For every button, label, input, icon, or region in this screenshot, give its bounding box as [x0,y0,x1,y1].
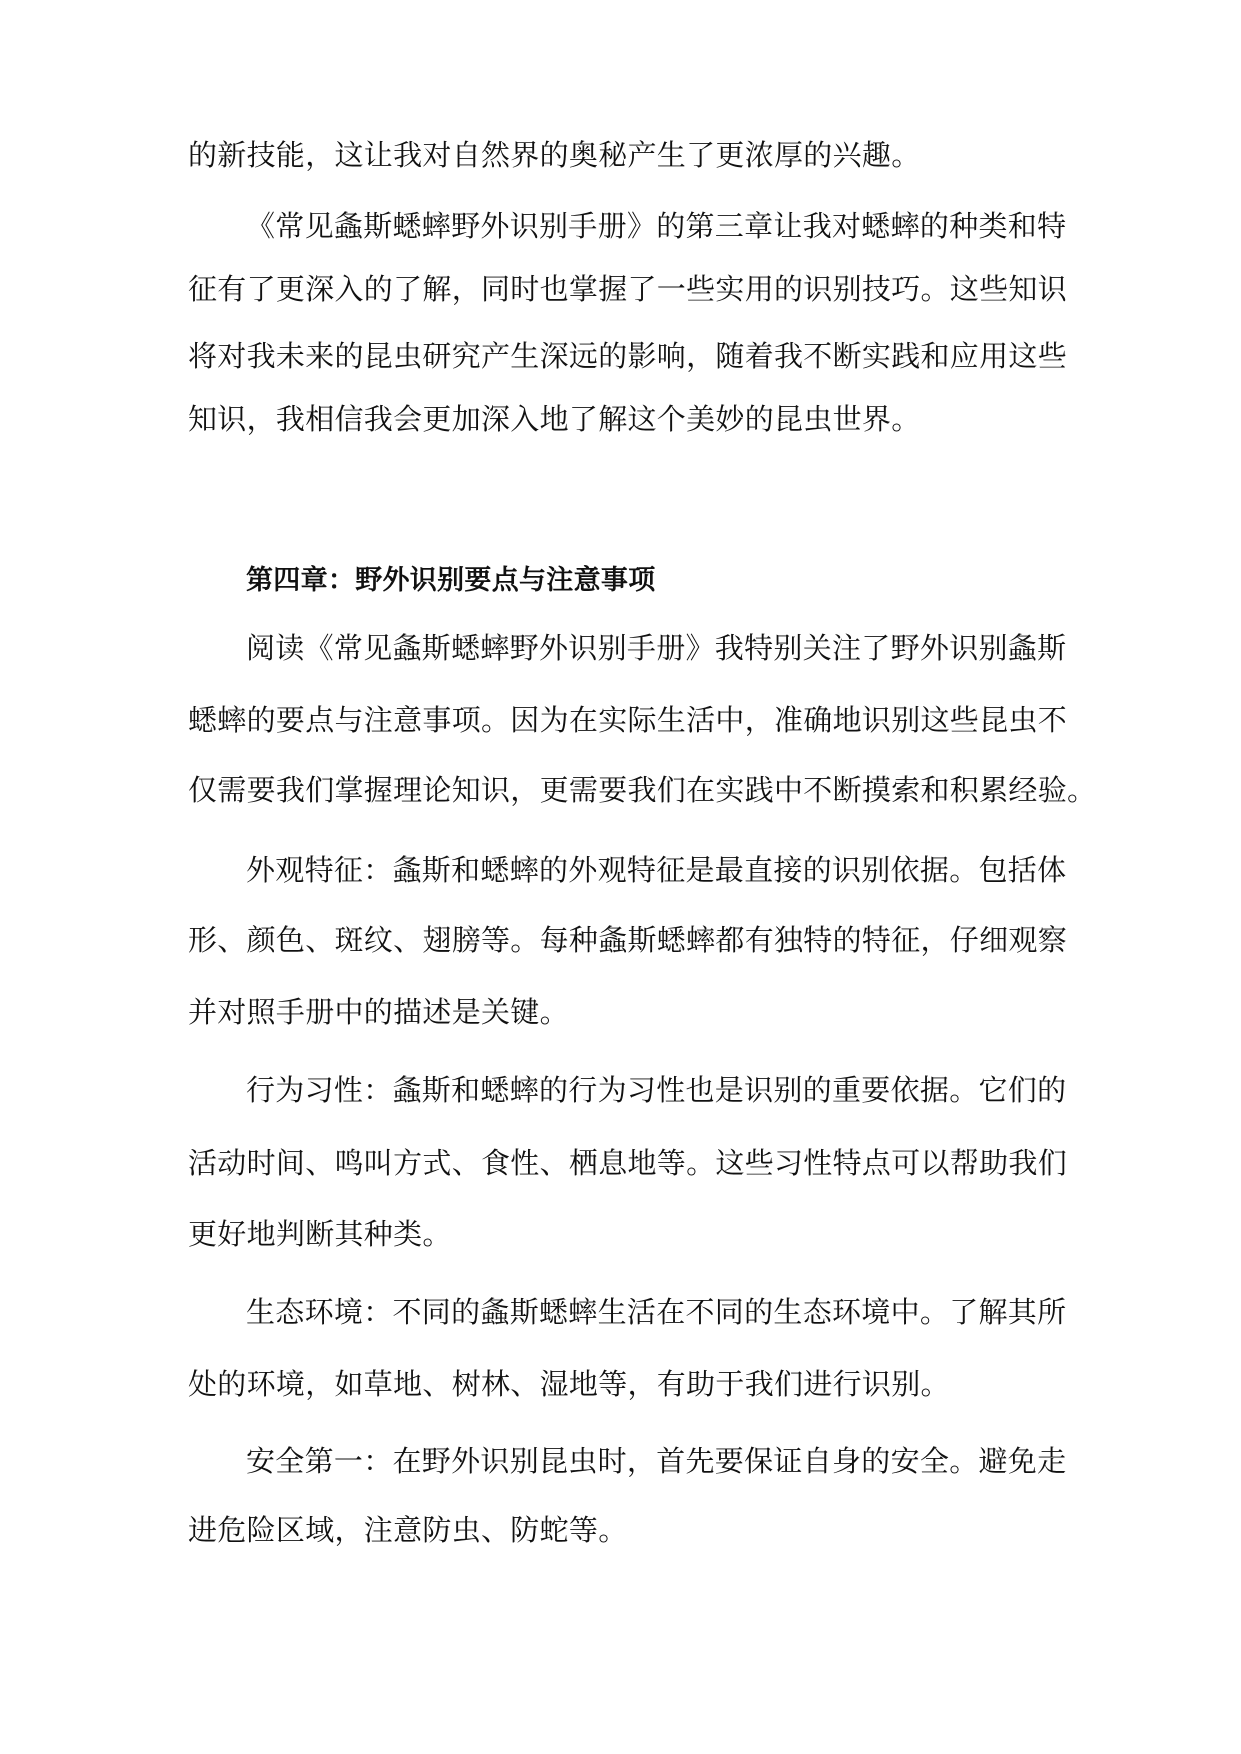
paragraph-line: 《常见螽斯蟋蟀野外识别手册》的第三章让我对蟋蟀的种类和特 [246,209,1067,243]
chapter-heading: 第四章：野外识别要点与注意事项 [246,565,656,596]
paragraph-line: 更好地判断其种类。 [188,1217,452,1251]
paragraph-line: 活动时间、鸣叫方式、食性、栖息地等。这些习性特点可以帮助我们 [188,1146,1068,1180]
paragraph-line: 的新技能，这让我对自然界的奥秘产生了更浓厚的兴趣。 [188,138,921,172]
paragraph-line: 阅读《常见螽斯蟋蟀野外识别手册》我特别关注了野外识别螽斯 [246,631,1067,665]
paragraph-line: 将对我未来的昆虫研究产生深远的影响，随着我不断实践和应用这些 [188,339,1068,373]
paragraph-line: 征有了更深入的了解，同时也掌握了一些实用的识别技巧。这些知识 [188,272,1068,306]
paragraph-line: 蟋蟀的要点与注意事项。因为在实际生活中，准确地识别这些昆虫不 [188,703,1068,737]
paragraph-line: 并对照手册中的描述是关键。 [188,995,569,1029]
paragraph-line: 仅需要我们掌握理论知识，更需要我们在实践中不断摸索和积累经验。 [188,773,1097,807]
paragraph-line: 进危险区域，注意防虫、防蛇等。 [188,1513,628,1547]
paragraph-line: 安全第一：在野外识别昆虫时，首先要保证自身的安全。避免走 [246,1444,1067,1478]
paragraph-line: 外观特征：螽斯和蟋蟀的外观特征是最直接的识别依据。包括体 [246,853,1067,887]
paragraph-line: 行为习性：螽斯和蟋蟀的行为习性也是识别的重要依据。它们的 [246,1073,1067,1107]
paragraph-line: 形、颜色、斑纹、翅膀等。每种螽斯蟋蟀都有独特的特征，仔细观察 [188,923,1068,957]
paragraph-line: 处的环境，如草地、树林、湿地等，有助于我们进行识别。 [188,1367,950,1401]
paragraph-line: 知识，我相信我会更加深入地了解这个美妙的昆虫世界。 [188,402,921,436]
paragraph-line: 生态环境：不同的螽斯蟋蟀生活在不同的生态环境中。了解其所 [246,1295,1067,1329]
